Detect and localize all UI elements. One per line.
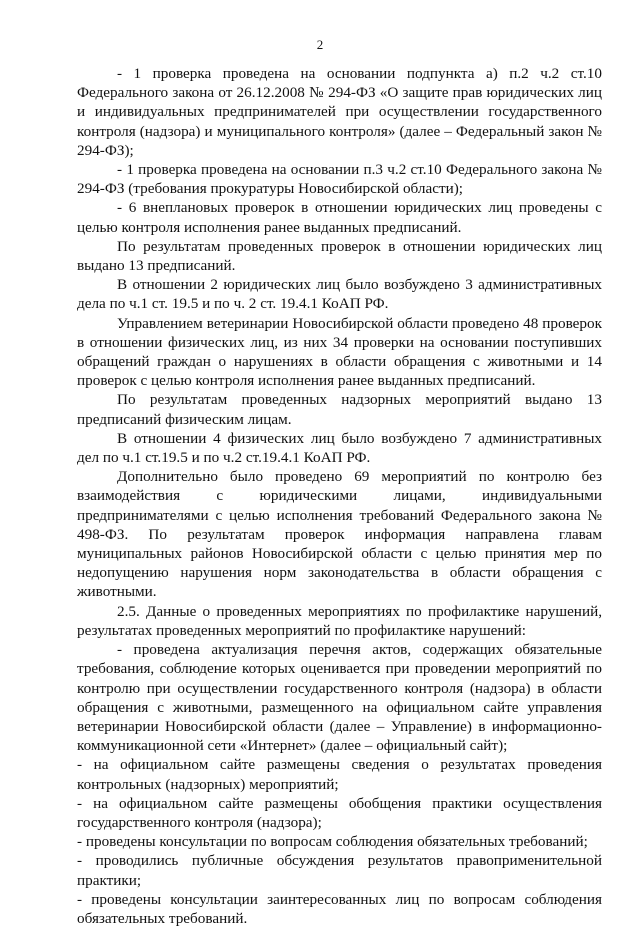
document-body bbox=[77, 64, 602, 928]
paragraph: В отношении 4 физических лиц было возбуждено 7 административных дел по ч.1 ст.19.5 и по ч.2 ст.19.4.1 КоАП РФ. bbox=[77, 429, 602, 467]
paragraph: Дополнительно было проведено 69 мероприятий по контролю без взаимодействия с юридическими лицами, индивидуальными предпринимателями с целью исполнения требований Федерального закона № 498-ФЗ. По результатам проверок информация направлена главам муниципальных районов Новосибирской области с целью принятия мер по недопущению нарушения норм законодательства в области обращения с животными. bbox=[77, 468, 602, 601]
paragraph: - 1 проверка проведена на основании п.3 ч.2 ст.10 Федерального закона № 294-ФЗ (требования прокуратуры Новосибирской области); bbox=[77, 161, 602, 198]
paragraph: По результатам проведенных надзорных мероприятий выдано 13 предписаний физическим лицам. bbox=[77, 391, 602, 428]
paragraph: Управлением ветеринарии Новосибирской области проведено 48 проверок в отношении физических лиц, из них 34 проверки на основании поступивших обращений граждан о нарушениях в области обращения с животными и 14 проверок с целью контроля исполнения ранее выданных предписаний. bbox=[77, 314, 602, 390]
section-heading-paragraph: 2.5. Данные о проведенных мероприятиях по профилактике нарушений, результатах проведенных мероприятий по профилактике нарушений: bbox=[77, 602, 602, 639]
paragraph: - 1 проверка проведена на основании подпункта а) п.2 ч.2 ст.10 Федерального закона от 26.12.2008 № 294-ФЗ «О защите прав юридических лиц и индивидуальных предпринимателей при осуществлении государственного контроля (надзора) и муниципального контроля» (далее – Федеральный закон № 294-ФЗ); bbox=[77, 65, 602, 159]
list-item: - проводились публичные обсуждения результатов правоприменительной практики; bbox=[77, 852, 602, 889]
list-item: - проведены консультации заинтересованных лиц по вопросам соблюдения обязательных требований. bbox=[77, 890, 602, 927]
paragraph: По результатам проведенных проверок в отношении юридических лиц выдано 13 предписаний. bbox=[77, 237, 602, 275]
paragraph: В отношении 2 юридических лиц было возбуждено 3 административных дела по ч.1 ст. 19.5 и по ч. 2 ст. 19.4.1 КоАП РФ. bbox=[77, 276, 602, 313]
list-item: - проведена актуализация перечня актов, содержащих обязательные требования, соблюдение которых оценивается при проведении мероприятий по контролю при осуществлении государственного контроля (надзора) в области обращения с животными, размещенного на официальном сайте управления ветеринарии Новосибирской области (далее – Управление) в информационно-коммуникационной сети «Интернет» (далее – официальный сайт); bbox=[77, 641, 602, 755]
list-item: - проведены консультации по вопросам соблюдения обязательных требований; bbox=[77, 833, 588, 851]
paragraph: - 6 внеплановых проверок в отношении юридических лиц проведены с целью контроля исполнения ранее выданных предписаний. bbox=[77, 199, 602, 236]
list-item: - на официальном сайте размещены сведения о результатах проведения контрольных (надзорных) мероприятий; bbox=[77, 756, 602, 793]
list-item: - на официальном сайте размещены обобщения практики осуществления государственного контроля (надзора); bbox=[77, 794, 602, 831]
page-number: 2 bbox=[316, 37, 324, 52]
